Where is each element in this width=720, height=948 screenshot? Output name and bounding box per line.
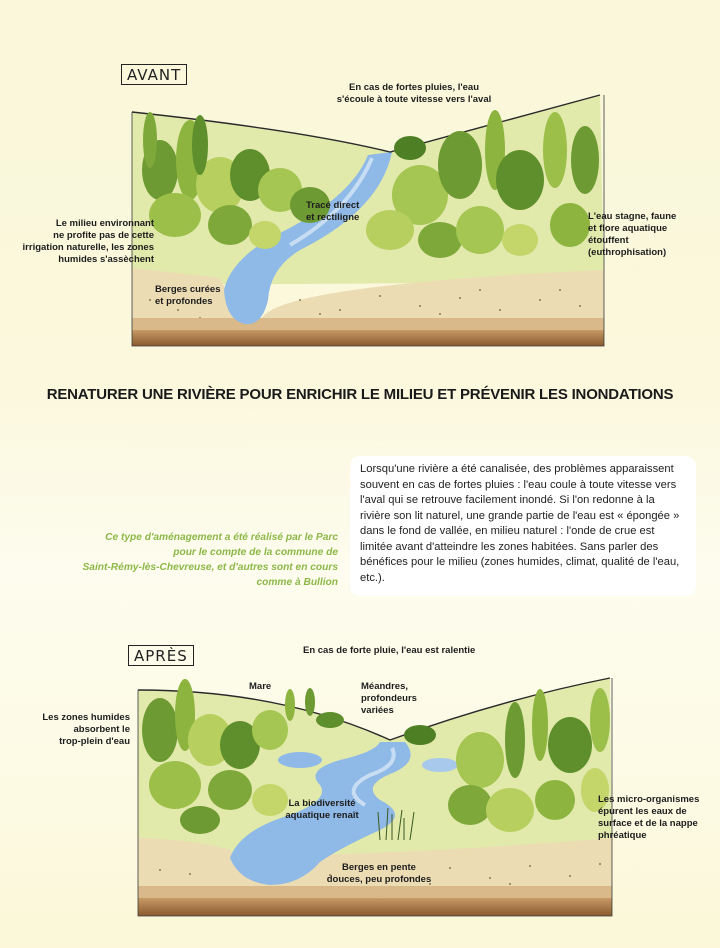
avant-soil-upper — [132, 318, 604, 332]
avant-label-left: Le milieu environnant ne profite pas de cette irrigation naturelle, les zones humides s'assèchent — [22, 218, 154, 265]
avant-label-top: En cas de fortes pluies, l'eau s'écoule à toute vitesse vers l'aval — [336, 82, 492, 105]
apres-label-top: En cas de forte pluie, l'eau est ralentie — [303, 645, 476, 656]
apres-label-center: La biodiversité aquatique renaît — [285, 798, 359, 821]
apres-label-right: Les micro-organismes épurent les eaux de surface et de la nappe phréatique — [598, 794, 700, 841]
explanation-textbox: Lorsqu'une rivière a été canalisée, des problèmes apparaissent souvent en cas de fortes pluies : l'eau coule à toute vitesse vers l'aval qui se retrouve facilement inondé. Si l'on redonne à la rivière son lit naturel, une grande partie de l'eau est « épongée » dans le fond de vallée, en milieu naturel : l'onde de crue est limitée avant d'atteindre les zones habitées. Sans parler des bénéfices pour le milieu (zones humides, climat, qualité de l'eau, etc.). — [350, 456, 696, 596]
avant-label-banks: Berges curées et profondes — [155, 284, 221, 307]
apres-label-left: Les zones humides absorbent le trop-plein d'eau — [42, 712, 130, 747]
apres-soil-upper — [138, 886, 612, 900]
apres-label-mare: Mare — [249, 681, 272, 692]
meander-pool — [422, 758, 458, 772]
apres-label-banks: Berges en pente douces, peu profondes — [326, 862, 432, 885]
apres-soil-lower — [138, 898, 612, 916]
avant-label-right: L'eau stagne, faune et flore aquatique étouffent (euthrophisation) — [588, 211, 677, 258]
avant-soil-lower — [132, 330, 604, 346]
project-note: Ce type d'aménagement a été réalisé par le Parc pour le compte de la commune de Saint-Rémy-lès-Chevreuse, et d'autres sont en cours comme à Bullion — [82, 532, 338, 588]
page-title: RENATURER UNE RIVIÈRE POUR ENRICHIR LE MILIEU ET PRÉVENIR LES INONDATIONS — [46, 386, 674, 403]
avant-label-center: Tracé direct et rectiligne — [306, 200, 360, 223]
apres-tag: APRÈS — [128, 645, 194, 666]
mare-pond — [278, 752, 322, 768]
apres-label-meandres: Méandres, profondeurs variées — [361, 681, 417, 716]
avant-tag: AVANT — [121, 64, 187, 85]
